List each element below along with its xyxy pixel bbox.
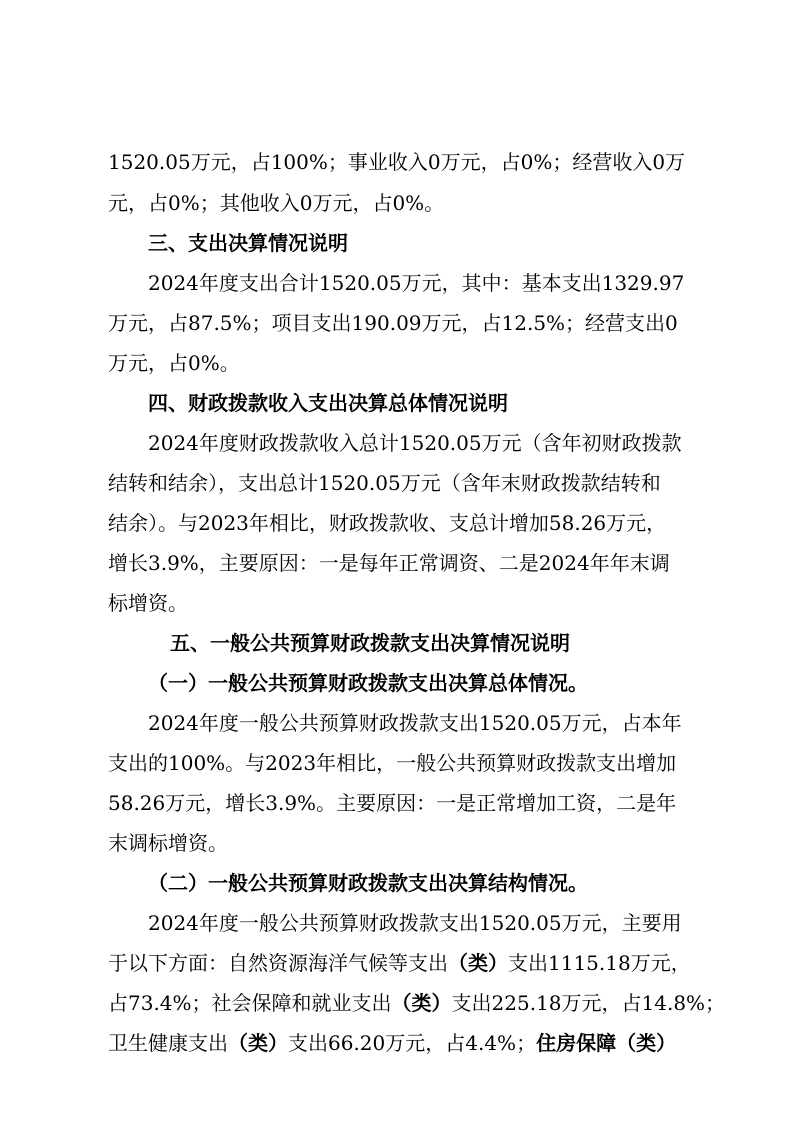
heading-section-3: 三、支出决算情况说明 <box>148 231 348 255</box>
para-fiscal-line-2: 结转和结余），支出总计1520.05万元（含年末财政拨款结转和 <box>108 471 661 495</box>
heading-section-4: 四、财政拨款收入支出决算总体情况说明 <box>148 391 508 415</box>
text-segment: 支出225.18万元，占14.8%； <box>451 991 726 1015</box>
para-expense-line-2: 万元，占87.5%；项目支出190.09万元，占12.5%；经营支出0 <box>108 311 678 335</box>
subheading-5-1: （一）一般公共预算财政拨款支出决算总体情况。 <box>148 671 588 695</box>
category-heading-housing: 住房保障（类） <box>536 1031 677 1055</box>
para-expense-line-3: 万元，占0%。 <box>108 351 240 375</box>
category-marker: （类） <box>391 991 452 1015</box>
para-income-line-2: 元，占0%；其他收入0万元，占0%。 <box>108 191 445 215</box>
para-general-line-3: 58.26万元，增长3.9%。主要原因：一是正常增加工资，二是年 <box>108 791 677 815</box>
para-fiscal-line-4: 增长3.9%，主要原因：一是每年正常调资、二是2024年年末调 <box>108 551 670 575</box>
para-structure-line-1: 2024年度一般公共预算财政拨款支出1520.05万元，主要用 <box>148 911 682 935</box>
category-marker: （类） <box>228 1031 288 1055</box>
para-fiscal-line-5: 标增资。 <box>108 591 188 615</box>
text-segment: 占73.4%；社会保障和就业支出 <box>108 991 392 1015</box>
text-segment: 支出66.20万元，占4.4%； <box>288 1031 537 1055</box>
text-segment: 卫生健康支出 <box>108 1031 228 1055</box>
text-segment: 支出1115.18万元， <box>508 951 691 975</box>
subheading-5-2: （二）一般公共预算财政拨款支出决算结构情况。 <box>148 871 588 895</box>
para-expense-line-1: 2024年度支出合计1520.05万元，其中：基本支出1329.97 <box>148 271 685 295</box>
para-general-line-4: 末调标增资。 <box>108 831 228 855</box>
para-fiscal-line-1: 2024年度财政拨款收入总计1520.05万元（含年初财政拨款 <box>148 431 682 455</box>
para-structure-line-2 <box>108 943 793 983</box>
para-structure-line-4 <box>108 1023 793 1063</box>
text-segment: 于以下方面：自然资源海洋气候等支出 <box>108 951 448 975</box>
heading-section-5: 五、一般公共预算财政拨款支出决算情况说明 <box>170 631 570 655</box>
para-income-line-1: 1520.05万元，占100%；事业收入0万元，占0%；经营收入0万 <box>108 150 686 174</box>
para-structure-line-3 <box>108 983 793 1023</box>
para-fiscal-line-3: 结余）。与2023年相比，财政拨款收、支总计增加58.26万元， <box>108 511 667 535</box>
para-general-line-1: 2024年度一般公共预算财政拨款支出1520.05万元，占本年 <box>148 711 682 735</box>
para-general-line-2: 支出的100%。与2023年相比，一般公共预算财政拨款支出增加 <box>108 751 677 775</box>
category-marker: （类） <box>448 951 508 975</box>
